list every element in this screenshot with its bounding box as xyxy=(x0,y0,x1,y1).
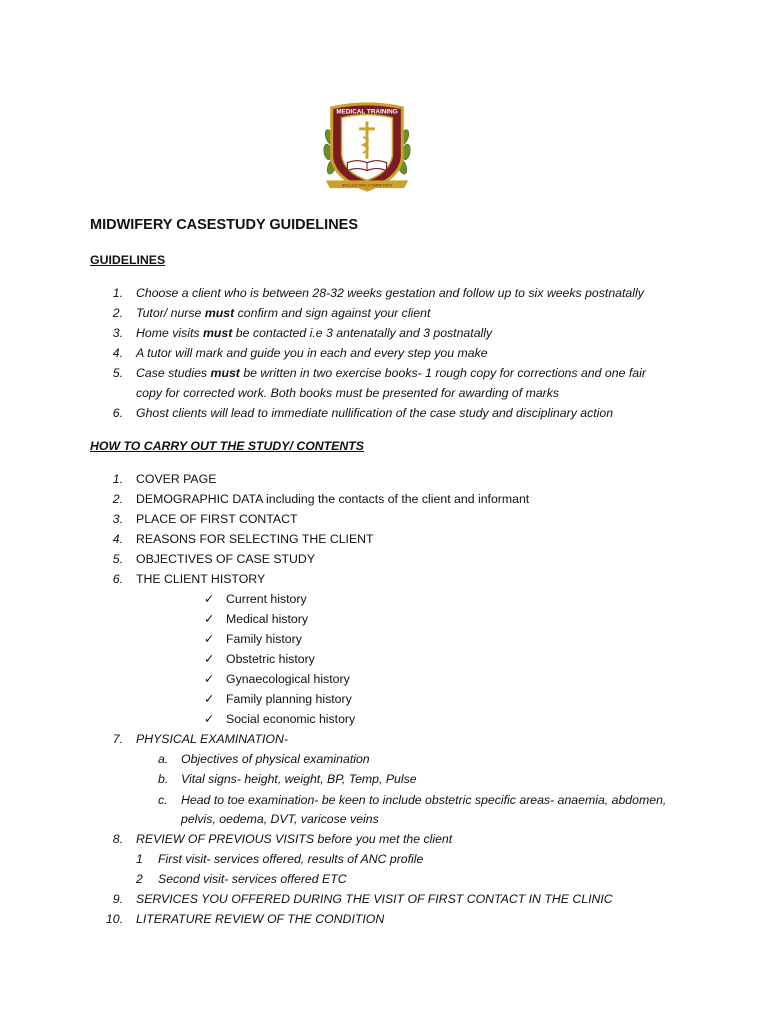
history-checklist-item: ✓ Social economic history xyxy=(204,709,355,729)
history-checklist-item: ✓ Family planning history xyxy=(204,689,352,709)
logo-motto: SKILLED AND COMPETENT xyxy=(341,182,393,188)
history-checklist-item: ✓ Current history xyxy=(204,589,307,609)
physical-exam-subitem-continuation: pelvis, oedema, DVT, varicose veins xyxy=(181,812,379,826)
check-icon: ✓ xyxy=(204,672,215,686)
check-icon: ✓ xyxy=(204,612,215,626)
college-crest-logo xyxy=(318,98,416,196)
history-checklist-item: ✓ Medical history xyxy=(204,609,308,629)
check-icon: ✓ xyxy=(204,652,215,666)
guidelines-heading: GUIDELINES xyxy=(90,253,166,267)
logo-top-text: MEDICAL TRAINING xyxy=(336,108,398,116)
guideline-item-continuation: copy for corrected work. Both books must be presented for awarding of marks xyxy=(136,386,560,400)
check-icon: ✓ xyxy=(204,692,215,706)
history-checklist-item: ✓ Gynaecological history xyxy=(204,669,350,689)
history-checklist-item: ✓ Obstetric history xyxy=(204,649,315,669)
check-icon: ✓ xyxy=(204,592,215,606)
contents-heading: HOW TO CARRY OUT THE STUDY/ CONTENTS xyxy=(90,439,364,453)
history-checklist-item: ✓ Family history xyxy=(204,629,302,649)
document-title: MIDWIFERY CASESTUDY GUIDELINES xyxy=(90,217,359,233)
check-icon: ✓ xyxy=(204,712,215,726)
check-icon: ✓ xyxy=(204,632,215,646)
